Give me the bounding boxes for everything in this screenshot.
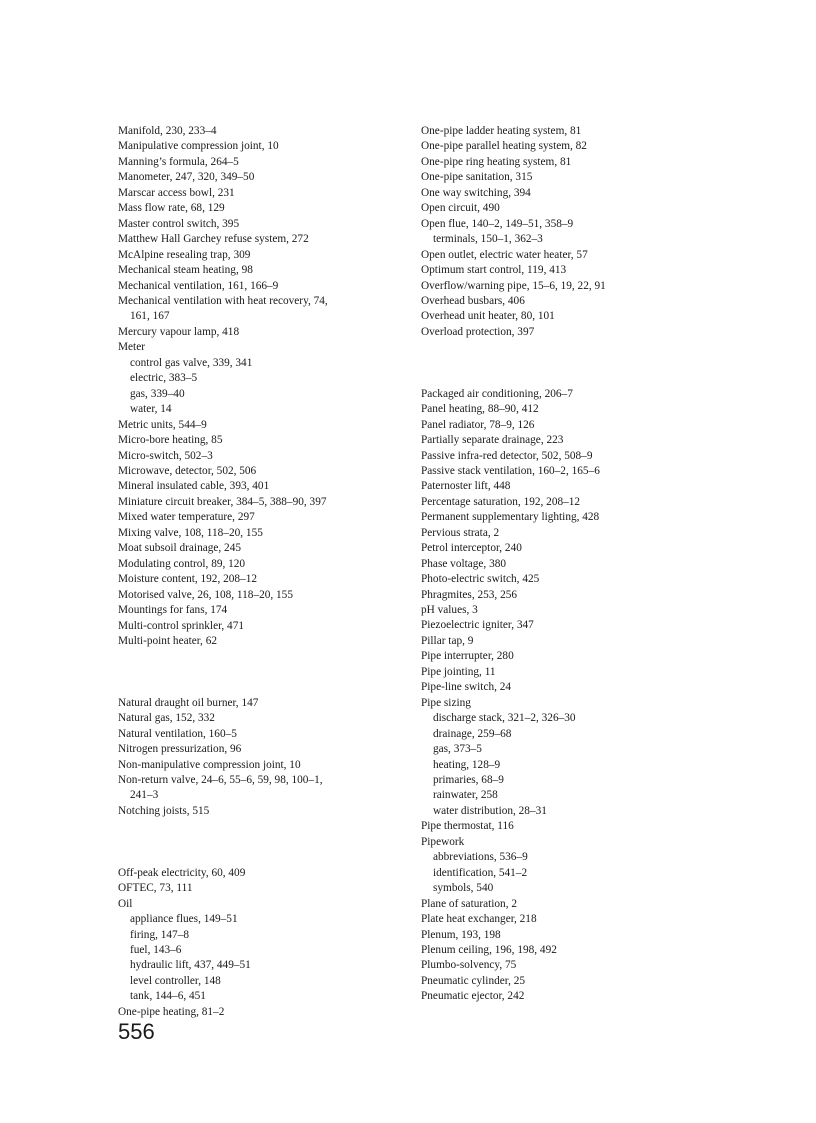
index-entry: One-pipe parallel heating system, 82 bbox=[421, 140, 587, 153]
index-entry: Pervious strata, 2 bbox=[421, 526, 500, 539]
index-entry: Plumbo-solvency, 75 bbox=[421, 959, 517, 972]
index-entry: Multi-point heater, 62 bbox=[118, 634, 218, 647]
index-entry: pH values, 3 bbox=[421, 604, 478, 617]
index-entry: Mechanical ventilation with heat recovery, 74, bbox=[118, 294, 328, 307]
index-entry: Petrol interceptor, 240 bbox=[421, 542, 522, 555]
index-entry: Partially separate drainage, 223 bbox=[421, 434, 564, 447]
index-subentry: water, 14 bbox=[130, 403, 172, 416]
index-entry: Modulating control, 89, 120 bbox=[118, 557, 246, 570]
index-entry: Manipulative compression joint, 10 bbox=[118, 140, 279, 153]
index-subentry: 161, 167 bbox=[130, 310, 170, 323]
index-entry: Multi-control sprinkler, 471 bbox=[118, 619, 244, 632]
index-entry: Off-peak electricity, 60, 409 bbox=[118, 866, 246, 879]
index-entry: Open flue, 140–2, 149–51, 358–9 bbox=[421, 217, 574, 230]
index-entry: Motorised valve, 26, 108, 118–20, 155 bbox=[118, 588, 293, 601]
index-entry: Mountings for fans, 174 bbox=[118, 604, 228, 617]
index-entry: Pneumatic ejector, 242 bbox=[421, 990, 525, 1003]
index-entry: Master control switch, 395 bbox=[118, 217, 240, 230]
index-entry: Mixed water temperature, 297 bbox=[118, 511, 255, 524]
index-entry: Open outlet, electric water heater, 57 bbox=[421, 248, 588, 261]
index-entry: One way switching, 394 bbox=[421, 186, 531, 199]
index-entry: Pillar tap, 9 bbox=[421, 634, 474, 647]
index-entry: Marscar access bowl, 231 bbox=[118, 186, 235, 199]
index-entry: Phragmites, 253, 256 bbox=[421, 588, 518, 601]
index-entry: Mechanical steam heating, 98 bbox=[118, 264, 253, 277]
index-entry: Pipe thermostat, 116 bbox=[421, 820, 514, 833]
page-number: 556 bbox=[118, 1019, 155, 1044]
index-subentry: gas, 339–40 bbox=[130, 387, 185, 400]
index-subentry: electric, 383–5 bbox=[130, 372, 198, 385]
index-column-left bbox=[118, 124, 398, 1020]
index-entry: Overload protection, 397 bbox=[421, 325, 535, 338]
index-entry: One-pipe ladder heating system, 81 bbox=[421, 125, 582, 137]
index-subentry: heating, 128–9 bbox=[433, 758, 501, 771]
index-subentry: symbols, 540 bbox=[433, 882, 494, 895]
index-entry: Mixing valve, 108, 118–20, 155 bbox=[118, 526, 263, 539]
index-entry: Plane of saturation, 2 bbox=[421, 897, 518, 910]
index-subentry: firing, 147–8 bbox=[130, 928, 189, 941]
index-entry: Overflow/warning pipe, 15–6, 19, 22, 91 bbox=[421, 279, 606, 292]
index-entry: Natural ventilation, 160–5 bbox=[118, 727, 237, 740]
section-gap bbox=[118, 819, 398, 865]
index-subentry: drainage, 259–68 bbox=[433, 727, 512, 740]
index-entry: Natural draught oil burner, 147 bbox=[118, 696, 259, 709]
index-subentry: gas, 373–5 bbox=[433, 743, 482, 756]
index-subentry: fuel, 143–6 bbox=[130, 943, 182, 956]
index-entry: Plenum, 193, 198 bbox=[421, 928, 501, 941]
index-entry: Panel radiator, 78–9, 126 bbox=[421, 418, 535, 431]
index-entry: Metric units, 544–9 bbox=[118, 418, 207, 431]
index-entry: Matthew Hall Garchey refuse system, 272 bbox=[118, 233, 309, 246]
section-gap bbox=[118, 649, 398, 695]
index-subentry: rainwater, 258 bbox=[433, 789, 498, 802]
index-subentry: identification, 541–2 bbox=[433, 866, 528, 879]
index-entry: Nitrogen pressurization, 96 bbox=[118, 743, 242, 756]
index-entry: Moat subsoil drainage, 245 bbox=[118, 542, 241, 555]
index-entry: Optimum start control, 119, 413 bbox=[421, 264, 567, 277]
index-entry: Plate heat exchanger, 218 bbox=[421, 913, 537, 926]
index-entry: Non-manipulative compression joint, 10 bbox=[118, 758, 301, 771]
index-entry: Overhead busbars, 406 bbox=[421, 294, 525, 307]
index-entry: Non-return valve, 24–6, 55–6, 59, 98, 100–1, bbox=[118, 774, 323, 787]
index-entry: Passive stack ventilation, 160–2, 165–6 bbox=[421, 464, 600, 477]
index-entry: Percentage saturation, 192, 208–12 bbox=[421, 495, 581, 508]
index-entry: Mercury vapour lamp, 418 bbox=[118, 325, 240, 338]
index-subentry: 241–3 bbox=[130, 789, 159, 802]
index-entry: Manometer, 247, 320, 349–50 bbox=[118, 171, 255, 184]
index-entry: Pipe jointing, 11 bbox=[421, 665, 496, 678]
index-entry: Panel heating, 88–90, 412 bbox=[421, 403, 539, 416]
index-entry: Overhead unit heater, 80, 101 bbox=[421, 310, 555, 323]
index-entry: Paternoster lift, 448 bbox=[421, 480, 511, 493]
index-entry: Pipework bbox=[421, 835, 465, 848]
index-entry: Notching joists, 515 bbox=[118, 804, 210, 817]
index-entry: McAlpine resealing trap, 309 bbox=[118, 248, 251, 261]
index-entry: Micro-switch, 502–3 bbox=[118, 449, 213, 462]
index-entry: OFTEC, 73, 111 bbox=[118, 882, 193, 895]
index-entry: Mineral insulated cable, 393, 401 bbox=[118, 480, 270, 493]
index-subentry: terminals, 150–1, 362–3 bbox=[433, 233, 543, 246]
index-entry: Manifold, 230, 233–4 bbox=[118, 125, 217, 137]
index-subentry: level controller, 148 bbox=[130, 974, 221, 987]
index-entry: Natural gas, 152, 332 bbox=[118, 712, 215, 725]
index-subentry: water distribution, 28–31 bbox=[433, 804, 547, 817]
index-entry: Manning’s formula, 264–5 bbox=[118, 155, 239, 168]
index-entry: Miniature circuit breaker, 384–5, 388–90, 397 bbox=[118, 495, 327, 508]
index-column-right bbox=[421, 124, 721, 1005]
index-entry: Passive infra-red detector, 502, 508–9 bbox=[421, 449, 593, 462]
index-subentry: appliance flues, 149–51 bbox=[130, 913, 238, 926]
index-entry: Moisture content, 192, 208–12 bbox=[118, 573, 257, 586]
index-entry: Permanent supplementary lighting, 428 bbox=[421, 511, 600, 524]
index-subentry: tank, 144–6, 451 bbox=[130, 990, 206, 1003]
index-entry: Microwave, detector, 502, 506 bbox=[118, 464, 257, 477]
index-entry: One-pipe ring heating system, 81 bbox=[421, 155, 572, 168]
index-entry: Pipe sizing bbox=[421, 696, 471, 709]
index-subentry: control gas valve, 339, 341 bbox=[130, 356, 253, 369]
index-entry: Plenum ceiling, 196, 198, 492 bbox=[421, 944, 557, 956]
index-entry: Phase voltage, 380 bbox=[421, 557, 507, 570]
index-entry: Pneumatic cylinder, 25 bbox=[421, 974, 526, 987]
index-entry: Packaged air conditioning, 206–7 bbox=[421, 387, 573, 400]
index-entry: Photo-electric switch, 425 bbox=[421, 573, 540, 586]
index-subentry: discharge stack, 321–2, 326–30 bbox=[433, 712, 576, 725]
index-entry: One-pipe sanitation, 315 bbox=[421, 171, 533, 184]
index-entry: Micro-bore heating, 85 bbox=[118, 434, 223, 447]
section-gap bbox=[421, 340, 721, 386]
index-entry: Open circuit, 490 bbox=[421, 202, 500, 215]
index-entry: Piezoelectric igniter, 347 bbox=[421, 619, 534, 632]
index-subentry: primaries, 68–9 bbox=[433, 774, 504, 787]
index-entry: Mechanical ventilation, 161, 166–9 bbox=[118, 279, 279, 292]
index-entry: Pipe interrupter, 280 bbox=[421, 650, 514, 663]
index-entry: Oil bbox=[118, 897, 133, 910]
index-subentry: abbreviations, 536–9 bbox=[433, 851, 528, 864]
index-subentry: hydraulic lift, 437, 449–51 bbox=[130, 959, 251, 972]
index-entry: Mass flow rate, 68, 129 bbox=[118, 202, 225, 215]
index-entry: One-pipe heating, 81–2 bbox=[118, 1005, 225, 1018]
index-entry: Meter bbox=[118, 341, 145, 354]
index-entry: Pipe-line switch, 24 bbox=[421, 681, 512, 694]
